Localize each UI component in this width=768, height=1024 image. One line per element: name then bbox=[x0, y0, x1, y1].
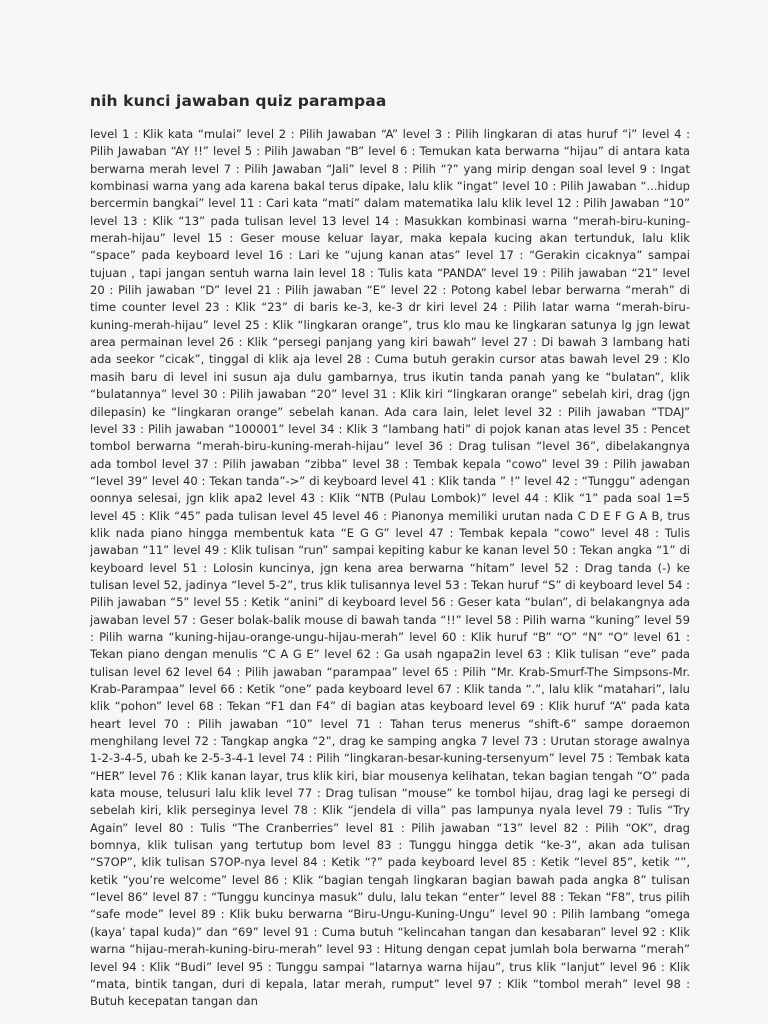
document-body: level 1 : Klik kata “mulai” level 2 : Pilih Jawaban “A” level 3 : Pilih lingkaran di atas huruf “i” level 4 : Pilih Jawaban “AY !!” level 5 : Pilih Jawaban “B” level 6 : Temukan kata berwarna “hijau” di antara kata berwarna merah level 7 : Pilih Jawaban “Jali” level 8 : Pilih “?” yang mirip dengan soal level 9 : Ingat kombinasi warna yang ada karena bakal terus dipake, lalu klik “ingat” level 10 : Pilih Jawaban “...hidup bercermin bangkai” level 11 : Cari kata “mati” dalam matematika lalu klik level 12 : Pilih Jawaban “10” level 13 : Klik “13” pada tulisan level 13 level 14 : Masukkan kombinasi warna “merah-biru-kuning-merah-hijau” level 15 : Geser mouse keluar layar, maka kepala kucing akan tertunduk, lalu klik “space” pada keyboard level 16 : Lari ke “ujung kanan atas” level 17 : “Gerakin cicaknya” sampai tujuan , tapi jangan sentuh warna lain level 18 : Tulis kata “PANDA” level 19 : Pilih jawaban “21” level 20 : Pilih jawaban “D” level 21 : Pilih jawaban “E” level 22 : Potong kabel lebar berwarna “merah” di time counter level 23 : Klik “23” di baris ke-3, ke-3 dr kiri level 24 : Pilih latar warna “merah-biru-kuning-merah-hijau” level 25 : Klik “lingkaran orange”, trus klo mau ke lingkaran satunya lg jgn lewat area permainan level 26 : Klik “persegi panjang yang kiri bawah” level 27 : Di bawah 3 lambang hati ada seekor “cicak”, tinggal di klik aja level 28 : Cuma butuh gerakin cursor atas bawah level 29 : Klo masih baru di level ini susun aja dulu gambarnya, trus ikutin tanda panah yang ke “bulatan”, klik “bulatannya” level 30 : Pilih jawaban “20” level 31 : Klik kiri “lingkaran orange” sebelah kiri, drag (jgn dilepasin) ke “lingkaran orange” sebelah kanan. Ada cara lain, lelet level 32 : Pilih jawaban “TDAJ” level 33 : Pilih jawaban “100001” level 34 : Klik 3 “lambang hati” di pojok kanan atas level 35 : Pencet tombol berwarna “merah-biru-kuning-merah-hijau” level 36 : Drag tulisan “level 36”, dibelakangnya ada tombol level 37 : Pilih jawaban “zibba” level 38 : Tembak kepala “cowo” level 39 : Pilih jawaban “level 39” level 40 : Tekan tanda”->” di keyboard level 41 : Klik tanda ” !” level 42 : “Tunggu” adengan oonnya selesai, jgn klik apa2 level 43 : Klik “NTB (Pulau Lombok)” level 44 : Klik “1” pada soal 1=5 level 45 : Klik “45” pada tulisan level 45 level 46 : Pianonya memiliki urutan nada C D E F G A B, trus klik nada piano hingga membentuk kata “E G G” level 47 : Tembak kepala “cowo” level 48 : Tulis jawaban “11” level 49 : Klik tulisan “run” sampai kepiting kabur ke kanan level 50 : Tekan angka “1” di keyboard level 51 : Lolosin kuncinya, jgn kena area berwarna “hitam” level 52 : Drag tanda (-) ke tulisan level 52, jadinya “level 5-2”, trus klik tulisannya level 53 : Tekan huruf “S” di keyboard level 54 : Pilih jawaban “5” level 55 : Ketik “anini” di keyboard level 56 : Geser kata “bulan”, di belakangnya ada jawaban level 57 : Geser bolak-balik mouse di bawah tanda “!!” level 58 : Pilih warna “kuning” level 59 : Pilih warna “kuning-hijau-orange-ungu-hijau-merah” level 60 : Klik huruf “B” “O” “N” “O” level 61 : Tekan piano dengan menulis “C A G E” level 62 : Ga usah ngapa2in level 63 : Klik tulisan “eve” pada tulisan level 62 level 64 : Pilih jawaban “parampaa” level 65 : Pilih “Mr. Krab-Smurf-The Simpsons-Mr. Krab-Parampaa” level 66 : Ketik “one” pada keyboard level 67 : Klik tanda “.”, lalu klik “matahari”, lalu klik “pohon” level 68 : Tekan “F1 dan F4” di bagian atas keyboard level 69 : Klik huruf “A” pada kata heart level 70 : Pilih jawaban “10” level 71 : Tahan terus menerus “shift-6” sampe doraemon menghilang level 72 : Tangkap angka “2”, drag ke samping angka 7 level 73 : Urutan storage awalnya 1-2-3-4-5, ubah ke 2-5-3-4-1 level 74 : Pilih “lingkaran-besar-kuning-tersenyum” level 75 : Tembak kata “HER” level 76 : Klik kanan layar, trus klik kiri, biar mousenya kelihatan, tekan bagian tengah “O” pada kata mouse, telusuri lalu klik level 77 : Drag tulisan “mouse” ke tombol hijau, drag lagi ke persegi di sebelah kiri, klik perseginya level 78 : Klik “jendela di villa” pas lampunya nyala level 79 : Tulis “Try Again” level 80 : Tulis “The Cranberries” level 81 : Pilih jawaban “13” level 82 : Pilih “OK”, drag bomnya, klik tulisan yang tertutup bom level 83 : Tunggu hingga detik “ke-3”, akan ada tulisan “S7OP”, klik tulisan S7OP-nya level 84 : Ketik “?” pada keyboard level 85 : Ketik “level 85”, ketik “”, ketik “you’re welcome” level 86 : Klik “bagian tengah lingkaran bagian bawah pada angka 8” tulisan “level 86” level 87 : “Tunggu kuncinya masuk” dulu, lalu tekan “enter” level 88 : Tekan “F8”, trus pilih “safe mode” level 89 : Klik buku berwarna “Biru-Ungu-Kuning-Ungu” level 90 : Pilih lambang “omega (kaya’ tapal kuda)” dan “69” level 91 : Cuma butuh “kelincahan tangan dan kesabaran” level 92 : Klik warna “hijau-merah-kuning-biru-merah” level 93 : Hitung dengan cepat jumlah bola berwarna “merah” level 94 : Klik “Budi” level 95 : Tunggu sampai “latarnya warna hijau”, trus klik “lanjut” level 96 : Klik “mata, bintik tangan, duri di kepala, latar merah, rumput” level 97 : Klik “tombol merah” level 98 : Butuh kecepatan tangan dan bbox=[90, 127, 690, 1009]
document-title: nih kunci jawaban quiz parampaa bbox=[90, 92, 387, 110]
